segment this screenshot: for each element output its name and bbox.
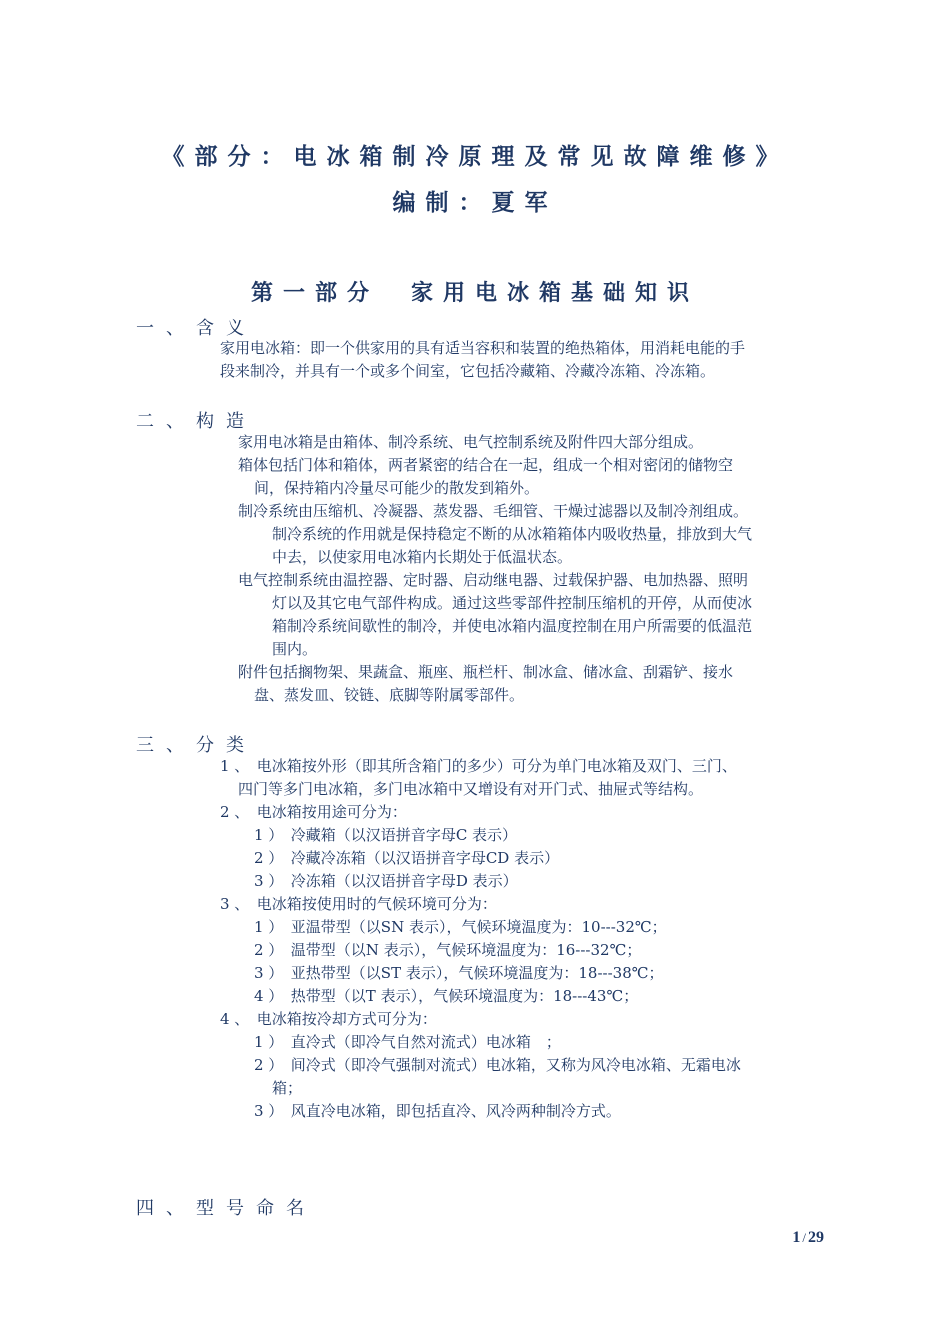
- paragraph-line: 灯以及其它电气部件构成。通过这些零部件控制压缩机的开停，从而使冰: [272, 594, 753, 612]
- paragraph-line: 间，保持箱内冷量尽可能少的散发到箱外。: [254, 479, 540, 497]
- list-item: 3 、 电冰箱按使用时的气候环境可分为：: [220, 895, 497, 913]
- document-title: 《部分：电冰箱制冷原理及常见故障维修》: [161, 144, 789, 170]
- page-total: 29: [808, 1229, 824, 1246]
- sub-list-item: 3 ） 冷冻箱（以汉语拼音字母D 表示）: [254, 872, 518, 890]
- sub-list-item: 2 ） 冷藏冷冻箱（以汉语拼音字母CD 表示）: [254, 849, 560, 867]
- list-item: 2 、 电冰箱按用途可分为：: [220, 803, 407, 821]
- paragraph-line: 盘、蒸发皿、铰链、底脚等附属零部件。: [254, 686, 525, 704]
- paragraph-line: 附件包括搁物架、果蔬盒、瓶座、瓶栏杆、制冰盒、储冰盒、刮霜铲、接水: [238, 663, 734, 681]
- sub-list-item: 1 ） 冷藏箱（以汉语拼音字母C 表示）: [254, 826, 518, 844]
- sub-list-item: 2 ） 间冷式（即冷气强制对流式）电冰箱，又称为风冷电冰箱、无霜电冰: [254, 1056, 741, 1074]
- document-author: 编制：夏军: [392, 190, 558, 216]
- paragraph-line: 段来制冷，并具有一个或多个间室，它包括冷藏箱、冷藏冷冻箱、冷冻箱。: [220, 362, 716, 380]
- section-heading-structure: 二、构造: [136, 411, 256, 432]
- paragraph-line: 箱制冷系统间歇性的制冷，并使电冰箱内温度控制在用户所需要的低温范: [272, 617, 753, 635]
- page-separator: /: [802, 1230, 806, 1245]
- paragraph-line: 家用电冰箱：即一个供家用的具有适当容积和装置的绝热箱体，用消耗电能的手: [220, 339, 746, 357]
- paragraph-line: 制冷系统由压缩机、冷凝器、蒸发器、毛细管、干燥过滤器以及制冷剂组成。: [238, 502, 749, 520]
- sub-list-item-continuation: 箱；: [272, 1079, 303, 1097]
- paragraph-line: 电气控制系统由温控器、定时器、启动继电器、过载保护器、电加热器、照明: [238, 571, 749, 589]
- section-heading-meaning: 一、含义: [136, 318, 256, 339]
- paragraph-line: 制冷系统的作用就是保持稳定不断的从冰箱箱体内吸收热量，排放到大气: [272, 525, 753, 543]
- part-heading: 第一部分 家用电冰箱基础知识: [250, 281, 699, 306]
- page-number: [792, 1229, 824, 1247]
- section-heading-classification: 三、分类: [136, 735, 256, 756]
- sub-list-item: 3 ） 亚热带型（以ST 表示），气候环境温度为：18---38℃；: [254, 964, 664, 982]
- list-item: 4 、 电冰箱按冷却方式可分为：: [220, 1010, 437, 1028]
- sub-list-item: 2 ） 温带型（以N 表示），气候环境温度为：16---32℃；: [254, 941, 642, 959]
- section-heading-model-naming: 四、型号命名: [136, 1198, 316, 1219]
- list-item-continuation: 四门等多门电冰箱，多门电冰箱中又增设有对开门式、抽屉式等结构。: [238, 780, 704, 798]
- paragraph-line: 中去，以使家用电冰箱内长期处于低温状态。: [272, 548, 573, 566]
- sub-list-item: 4 ） 热带型（以T 表示），气候环境温度为：18---43℃；: [254, 987, 639, 1005]
- sub-list-item: 3 ） 风直冷电冰箱，即包括直冷、风冷两种制冷方式。: [254, 1102, 621, 1120]
- paragraph-line: 家用电冰箱是由箱体、制冷系统、电气控制系统及附件四大部分组成。: [238, 433, 704, 451]
- sub-list-item: 1 ） 亚温带型（以SN 表示），气候环境温度为：10---32℃；: [254, 918, 667, 936]
- page-current: 1: [792, 1229, 801, 1246]
- list-item: 1 、 电冰箱按外形（即其所含箱门的多少）可分为单门电冰箱及双门、三门、: [220, 757, 737, 775]
- paragraph-line: 箱体包括门体和箱体，两者紧密的结合在一起，组成一个相对密闭的储物空: [238, 456, 734, 474]
- sub-list-item: 1 ） 直冷式（即冷气自然对流式）电冰箱 ；: [254, 1033, 561, 1051]
- paragraph-line: 围内。: [272, 640, 318, 658]
